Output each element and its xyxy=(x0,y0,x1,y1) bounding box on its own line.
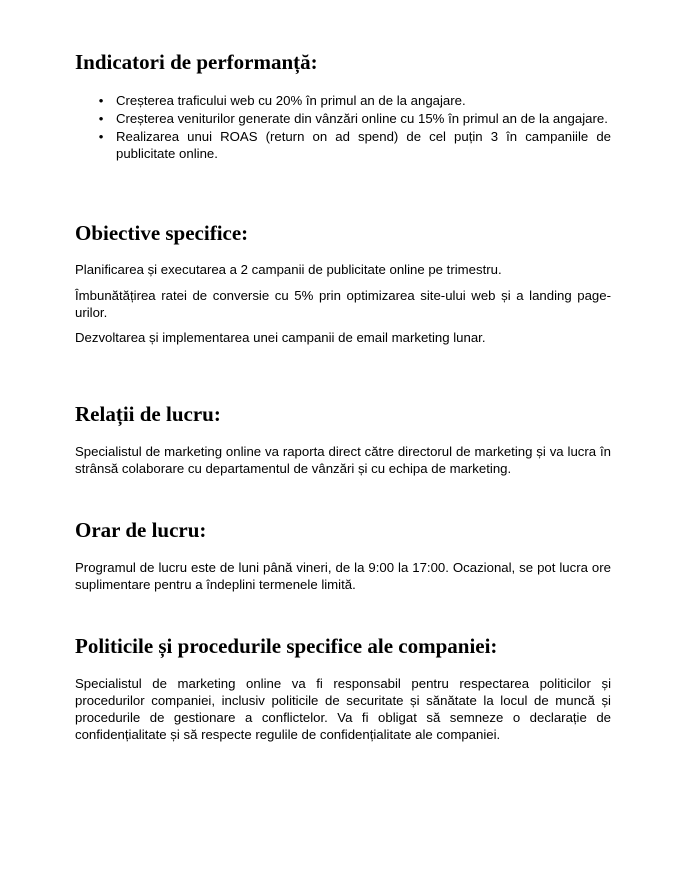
list-item xyxy=(75,110,611,127)
objective-paragraph-2: Îmbunătățirea ratei de conversie cu 5% prin optimizarea site-ului web și a landing page-urilor. xyxy=(75,288,611,320)
list-item-text: Creșterea traficului web cu 20% în primul an de la angajare. xyxy=(116,93,466,108)
work-schedule-paragraph: Programul de lucru este de luni până vineri, de la 9:00 la 17:00. Ocazional, se pot lucra ore suplimentare pentru a îndeplini termenele limită. xyxy=(75,560,611,592)
bullet-icon: • xyxy=(98,111,104,126)
objective-paragraph-3: Dezvoltarea și implementarea unei campanii de email marketing lunar. xyxy=(75,330,486,345)
list-item xyxy=(75,92,611,109)
heading-work-relations: Relații de lucru: xyxy=(75,402,221,426)
heading-company-policies: Politicile și procedurile specifice ale companiei: xyxy=(75,634,498,658)
objective-paragraph-1: Planificarea și executarea a 2 campanii de publicitate online pe trimestru. xyxy=(75,262,502,277)
list-item-text: Creșterea veniturilor generate din vânzări online cu 15% în primul an de la angajare. xyxy=(116,111,608,126)
list-item-text: Realizarea unui ROAS (return on ad spend) de cel puțin 3 în campaniile de publicitate online. xyxy=(116,129,611,161)
work-relations-paragraph: Specialistul de marketing online va raporta direct către directorul de marketing și va lucra în strânsă colaborare cu departamentul de vânzări și cu echipa de marketing. xyxy=(75,444,611,476)
bullet-icon: • xyxy=(98,93,104,108)
bullet-icon: • xyxy=(98,129,104,144)
performance-indicators-list xyxy=(75,92,611,163)
company-policies-paragraph: Specialistul de marketing online va fi responsabil pentru respectarea politicilor și procedurilor companiei, inclusiv politicile de securitate și sănătate la locul de muncă și procedurile de gestionare a conflictelor. Va fi obligat să semneze o declarație de confidențialitate și să respecte regulile de confidențialitate ale companiei. xyxy=(75,676,611,742)
heading-performance-indicators: Indicatori de performanță: xyxy=(75,50,318,74)
list-item xyxy=(75,128,611,162)
heading-specific-objectives: Obiective specifice: xyxy=(75,221,249,245)
heading-work-schedule: Orar de lucru: xyxy=(75,518,207,542)
